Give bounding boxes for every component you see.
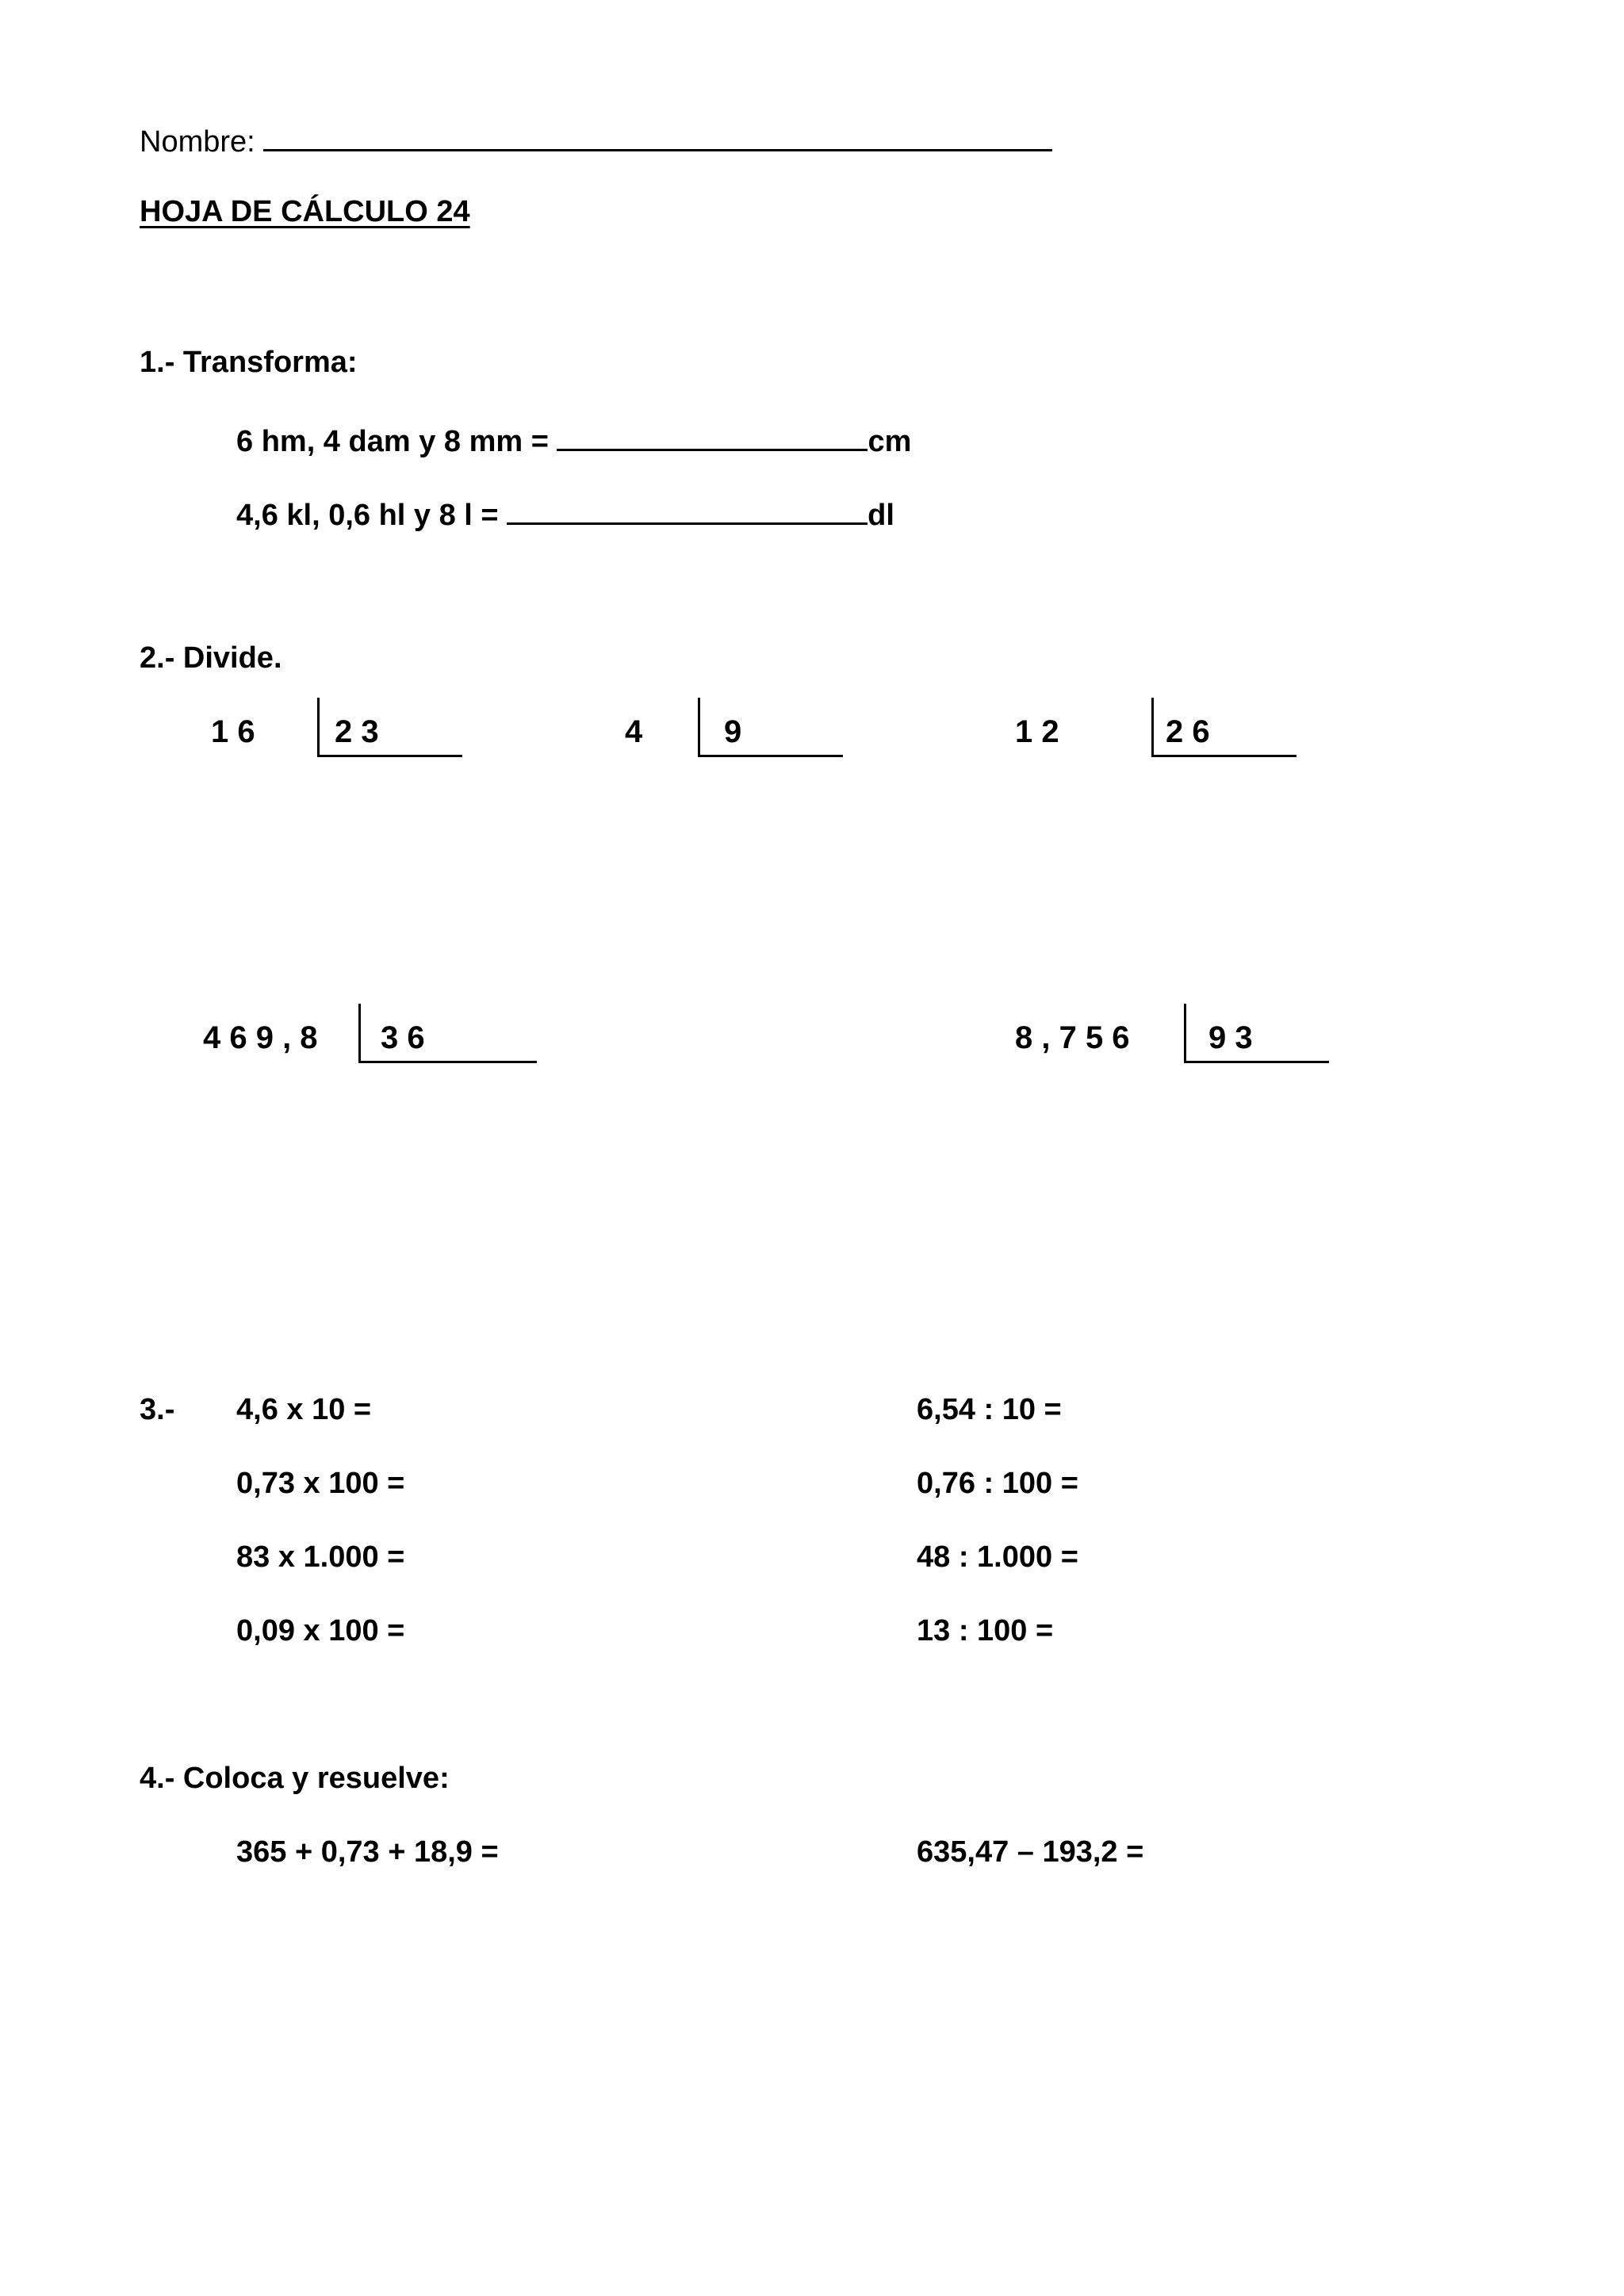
ex1-item-1-unit: cm [868,425,912,458]
page-title: HOJA DE CÁLCULO 24 [140,195,470,228]
ex1-item-2-prompt: 4,6 kl, 0,6 hl y 8 l = [236,499,508,532]
division-4 [203,1004,544,1067]
division-5-dividend: 8 , 7 5 6 [1015,1020,1130,1055]
ex3-right-1: 6,54 : 10 = [917,1393,1062,1426]
division-2-bracket [698,698,843,757]
ex1-item-2 [236,492,894,534]
division-1-divisor: 2 3 [335,714,379,749]
ex2-heading: 2.- Divide. [140,641,282,675]
division-4-dividend: 4 6 9 , 8 [203,1020,318,1055]
division-1 [211,698,473,761]
ex1-item-1-prompt: 6 hm, 4 dam y 8 mm = [236,425,557,458]
ex1-item-1 [236,419,911,460]
ex1-item-1-answer-line[interactable] [557,419,868,451]
ex1-item-2-unit: dl [868,499,894,532]
division-3 [1015,698,1300,761]
ex3-right-2: 0,76 : 100 = [917,1467,1078,1500]
name-answer-line[interactable] [263,119,1052,151]
ex1-heading: 1.- Transforma: [140,346,358,379]
ex4-right: 635,47 – 193,2 = [917,1835,1144,1869]
division-2-dividend: 4 [625,714,643,749]
division-5-bracket [1184,1004,1329,1063]
ex3-right-4: 13 : 100 = [917,1614,1054,1647]
name-label: Nombre: [140,125,264,159]
ex3-left-4: 0,09 x 100 = [236,1614,405,1647]
division-1-dividend: 1 6 [211,714,255,749]
name-row [140,119,1052,160]
ex4-heading: 4.- Coloca y resuelve: [140,1762,450,1795]
division-4-divisor: 3 6 [381,1020,425,1055]
ex4-left: 365 + 0,73 + 18,9 = [236,1835,499,1869]
division-5-divisor: 9 3 [1208,1020,1253,1055]
division-5 [1015,1004,1340,1067]
ex3-left-2: 0,73 x 100 = [236,1467,405,1500]
ex3-left-3: 83 x 1.000 = [236,1540,405,1574]
division-3-dividend: 1 2 [1015,714,1059,749]
division-2-divisor: 9 [724,714,742,749]
ex3-right-3: 48 : 1.000 = [917,1540,1078,1574]
division-3-divisor: 2 6 [1166,714,1210,749]
ex3-left-1: 4,6 x 10 = [236,1393,372,1426]
ex3-number: 3.- [140,1393,175,1426]
ex1-item-2-answer-line[interactable] [507,492,868,525]
division-2 [625,698,863,761]
